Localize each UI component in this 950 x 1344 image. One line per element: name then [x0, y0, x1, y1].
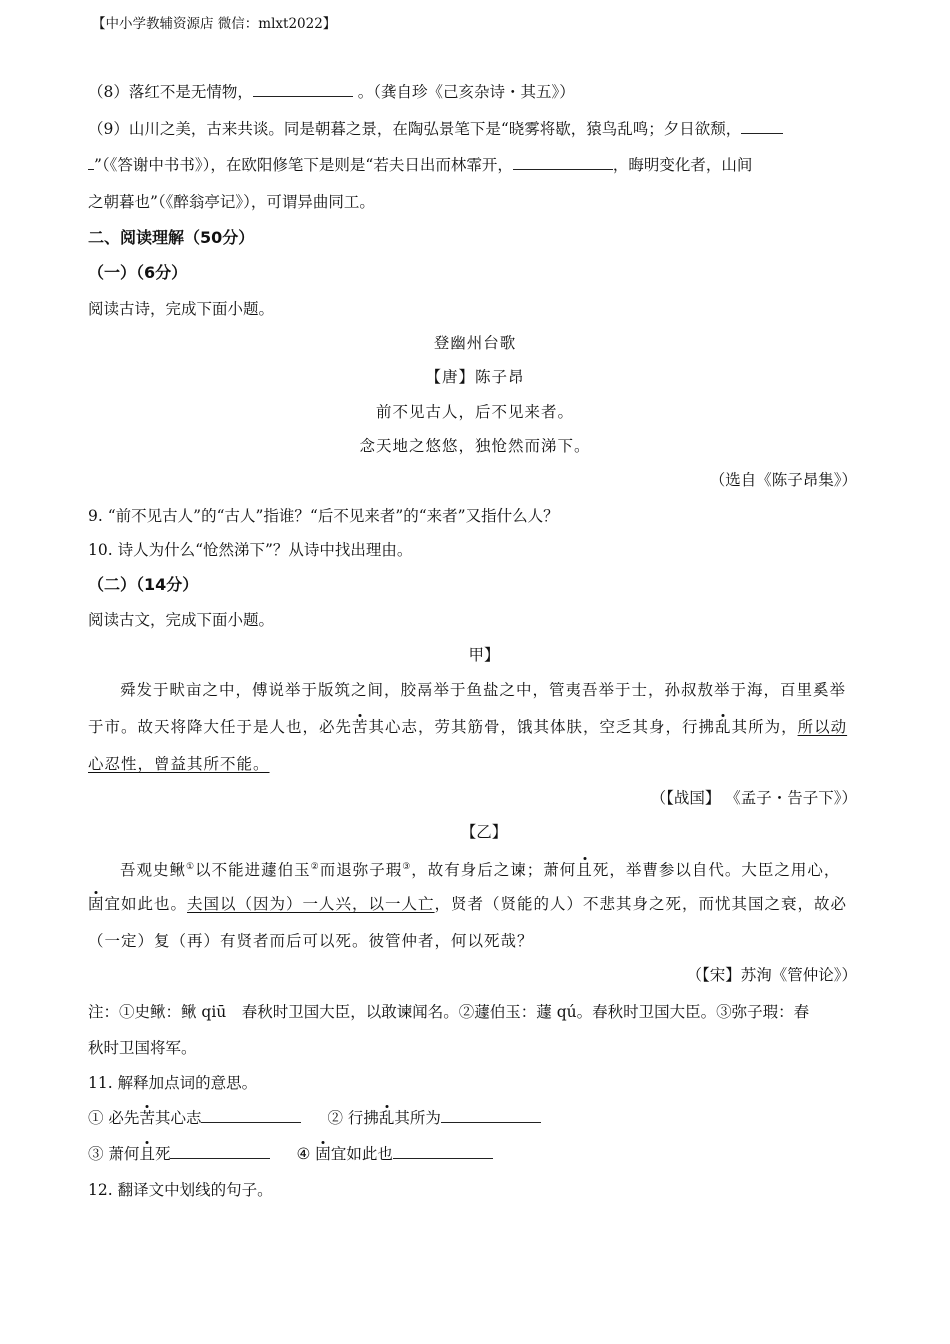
underlined-sentence: 心忍性，曾益其所不能。 [88, 755, 270, 773]
passage-jia-line1: 舜发于畎亩之中，傅说举于版筑之间，胶鬲举于鱼盐之中，管夷吾举于士，孙叔敖举于海，百里奚举 [120, 681, 847, 699]
question-9-reading: 9. “前不见古人”的“古人”指谁？“后不见来者”的“来者”又指什么人？ [88, 507, 559, 525]
part2-intro: 阅读古文，完成下面小题。 [88, 611, 275, 629]
question-11: 11. 解释加点词的意思。 [88, 1074, 258, 1092]
answer-blank[interactable] [513, 155, 613, 170]
dotted-word: 且 [139, 1145, 155, 1163]
passage-yi-line1: 吾观史鳅①以不能进蘧伯玉②而退弥子瑕③，故有身后之谏；萧何且死，举曹参以自代。大臣之用心， [120, 861, 841, 880]
question-12: 12. 翻译文中划线的句子。 [88, 1181, 273, 1199]
dotted-word: 固 [88, 895, 105, 913]
passage-jia-source: （【战国】 《孟子・告子下》） [650, 789, 857, 807]
passage-yi-line3: （一定）复（再）有贤者而后可以死。彼管仲者，何以死哉？ [88, 932, 534, 950]
dotted-word: 苦 [352, 718, 369, 736]
answer-blank[interactable] [393, 1144, 493, 1159]
answer-blank[interactable] [441, 1108, 541, 1123]
dotted-word: 苦 [139, 1109, 155, 1127]
question-8: （8）落红不是无情物， 。（龚自珍《己亥杂诗・其五》） [88, 83, 575, 101]
poem-line-1: 前不见古人，后不见来者。 [375, 403, 574, 421]
passage-jia-line3 [88, 754, 270, 774]
part1-heading: （一）（6分） [88, 263, 188, 282]
passage-yi-label: 【乙】 [460, 823, 508, 841]
passage-yi-source: （【宋】苏洵《管仲论》） [686, 966, 857, 984]
part2-heading: （二）（14分） [88, 575, 199, 594]
question-9-line2: ”（《答谢中书书》），在欧阳修笔下是则是“若夫日出而林霏开， ，晦明变化者，山间 [88, 155, 752, 175]
dotted-word: 乱 [715, 718, 732, 736]
part1-intro: 阅读古诗，完成下面小题。 [88, 300, 275, 318]
section-heading: 二、阅读理解（50分） [88, 228, 255, 247]
answer-blank[interactable] [253, 82, 353, 97]
dotted-word: 固 [315, 1145, 331, 1163]
dotted-word: 乱 [378, 1109, 395, 1127]
question-11-items-b: ③ 萧何且死 ④ 固宜如此也 [88, 1144, 493, 1164]
underlined-sentence: 夫国以（因为）一人兴，以一人亡 [187, 895, 435, 913]
poem-author: 【唐】陈子昂 [425, 368, 525, 386]
answer-blank[interactable] [741, 119, 783, 134]
notes-line2: 秋时卫国将军。 [88, 1039, 197, 1057]
poem-source: （选自《陈子昂集》） [709, 471, 857, 489]
question-9-line3: 之朝暮也”（《醉翁亭记》），可谓异曲同工。 [88, 193, 375, 211]
dotted-word: 且 [576, 861, 593, 880]
poem-title: 登幽州台歌 [433, 334, 517, 352]
poem-line-2: 念天地之悠悠，独怆然而涕下。 [359, 437, 591, 455]
underlined-sentence: 所以动 [797, 718, 848, 736]
question-11-items-a: ① 必先苦其心志 ② 行拂乱其所为 [88, 1108, 541, 1128]
answer-blank[interactable] [170, 1144, 270, 1159]
passage-yi-line2: 固宜如此也。夫国以（因为）一人兴，以一人亡，贤者（贤能的人）不悲其身之死，而忧其国之衰，故必 [88, 895, 848, 913]
question-9-line1: （9）山川之美，古来共谈。同是朝暮之景，在陶弘景笔下是“晓雾将歇，猿鸟乱鸣；夕日欲颓， [88, 119, 783, 139]
question-10: 10. 诗人为什么“怆然涕下”？从诗中找出理由。 [88, 541, 413, 559]
passage-jia-label: 甲】 [468, 646, 500, 664]
page-header: 【中小学教辅资源店 微信：mlxt2022】 [92, 16, 337, 32]
passage-jia-line2: 于市。故天将降大任于是人也，必先苦其心志，劳其筋骨，饿其体肤，空乏其身，行拂乱其所为，所以动 [88, 718, 848, 736]
notes-line1: 注：①史鳅：鳅 qiū 春秋时卫国大臣，以敢谏闻名。②蘧伯玉：蘧 qú。春秋时卫国大臣。③弥子瑕：春 [88, 1003, 810, 1021]
answer-blank[interactable] [201, 1108, 301, 1123]
